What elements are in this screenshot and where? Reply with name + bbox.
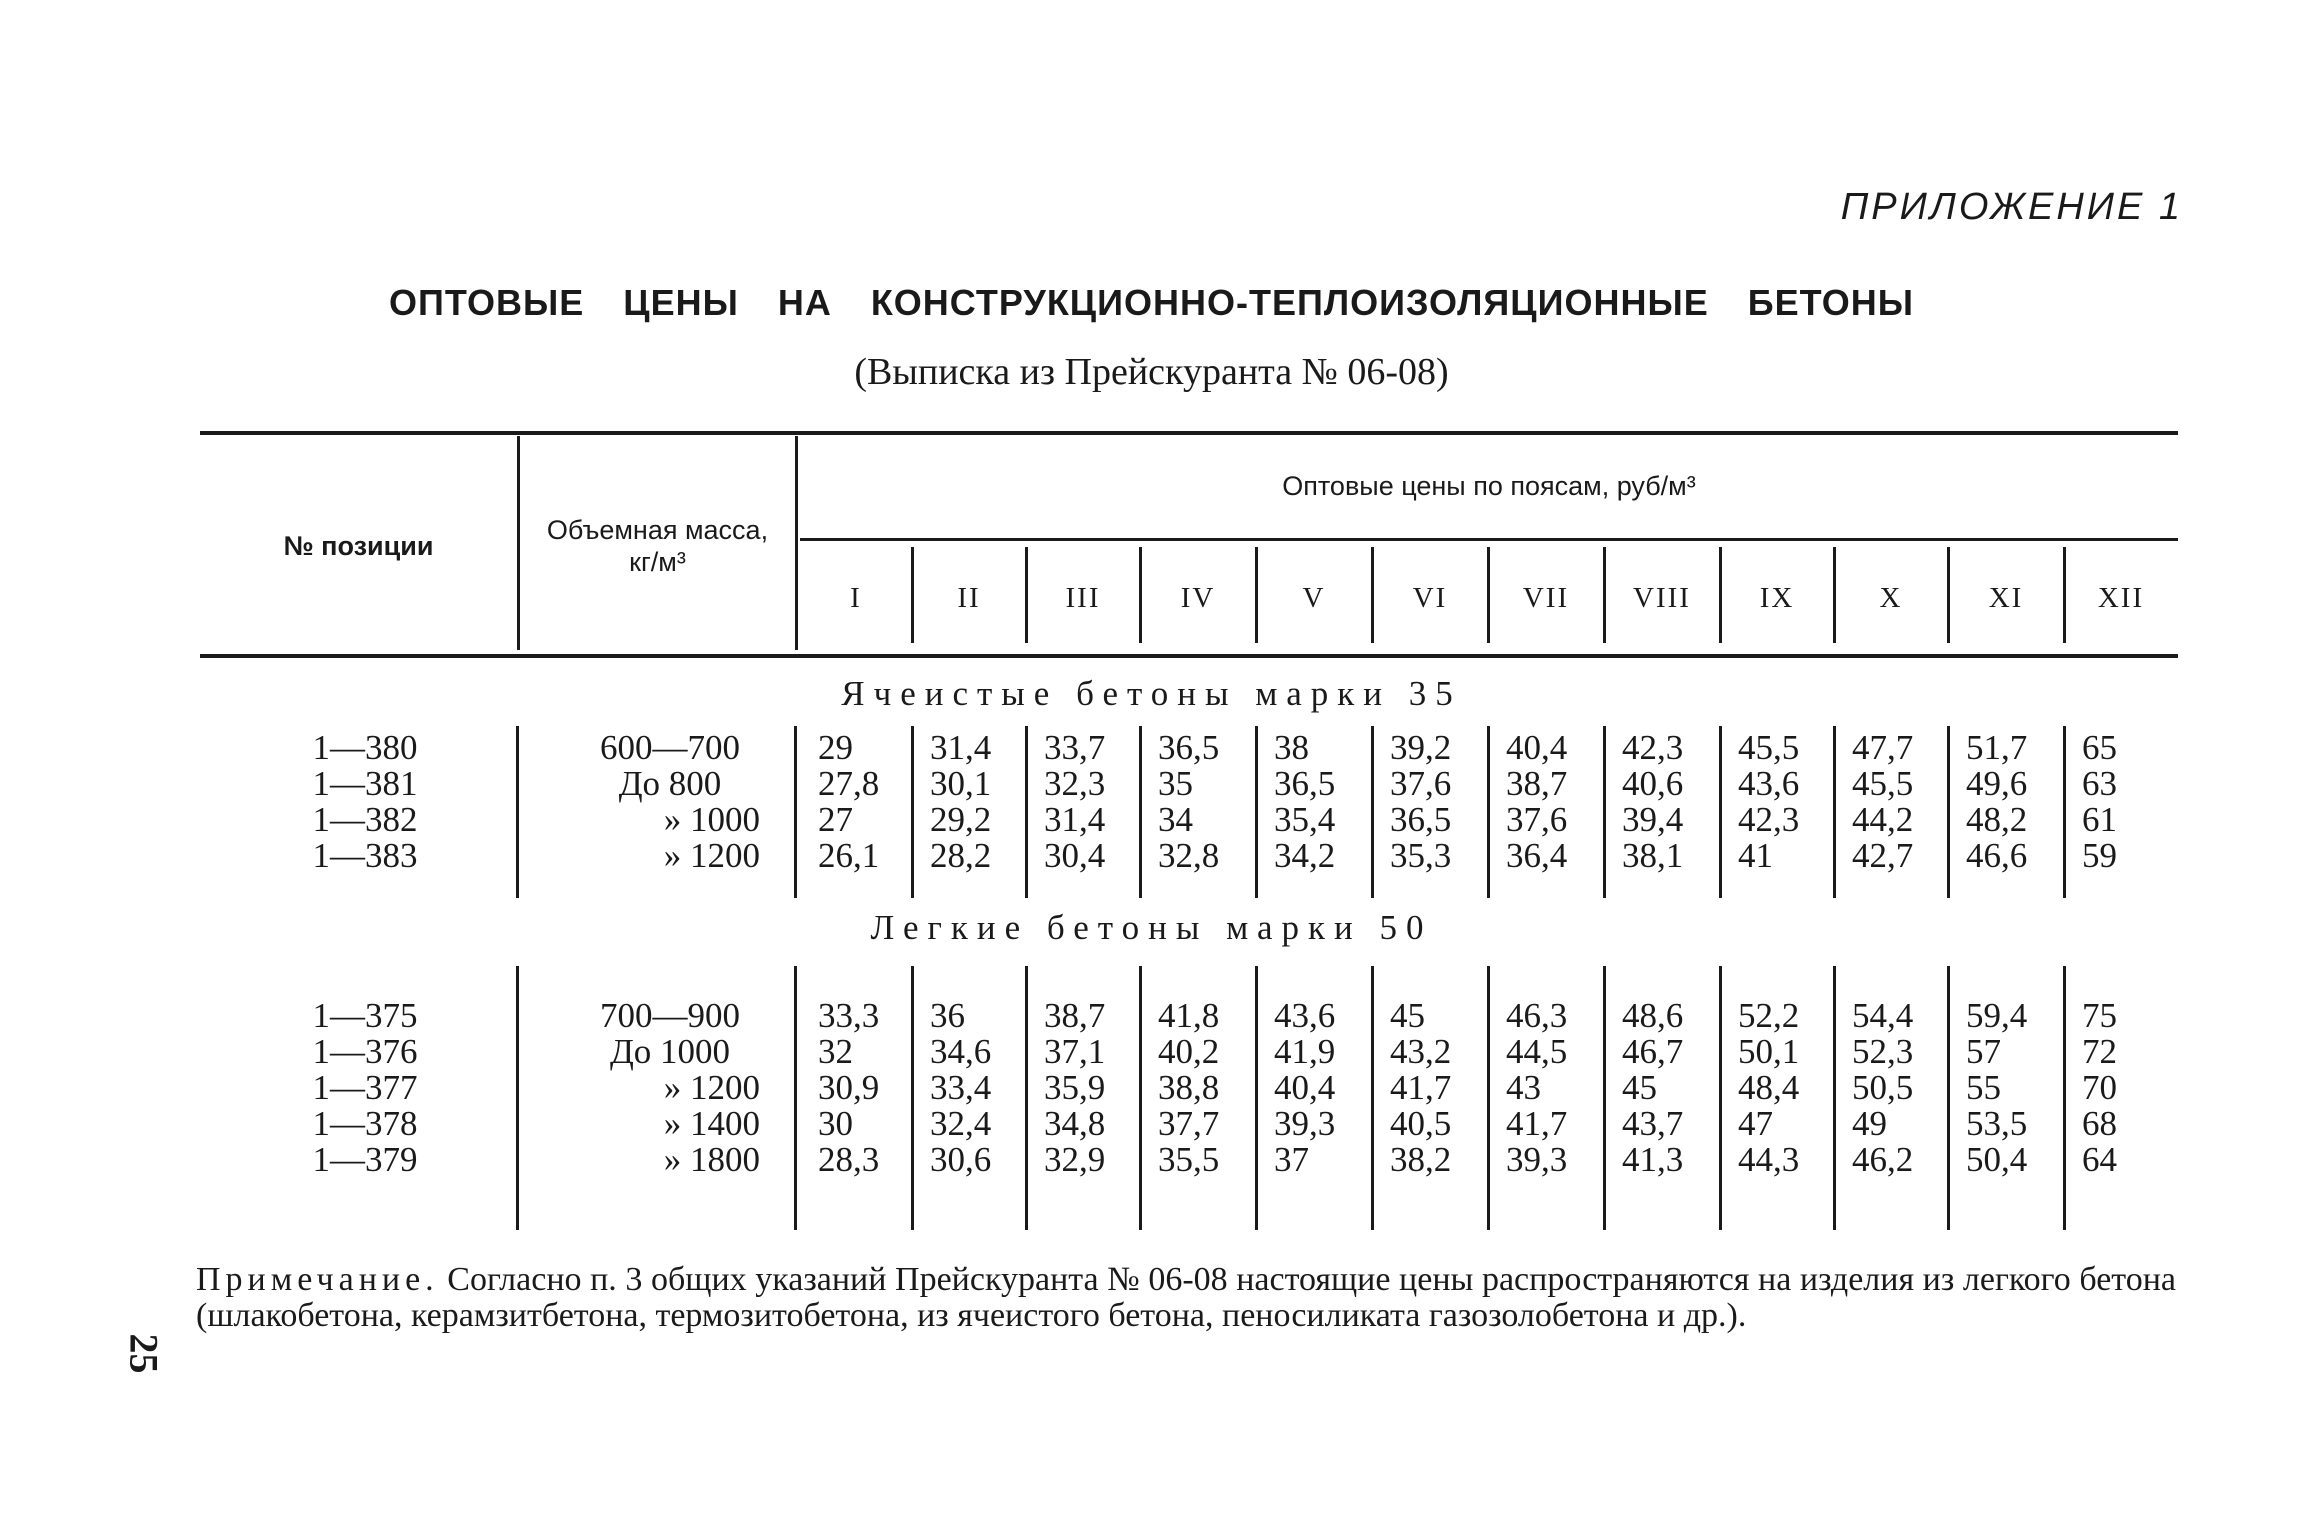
price-cell: 39,3 bbox=[1506, 1140, 1568, 1179]
row-position: 1—380 bbox=[312, 728, 418, 767]
row-position: 1—378 bbox=[312, 1104, 418, 1143]
price-cell: 35,4 bbox=[1274, 800, 1336, 839]
price-cell: 37,6 bbox=[1390, 764, 1452, 803]
zone-header-9: IX bbox=[1759, 582, 1795, 614]
column-divider bbox=[794, 966, 797, 1230]
column-divider bbox=[1947, 966, 1950, 1230]
price-cell: 30,6 bbox=[930, 1140, 992, 1179]
price-cell: 45 bbox=[1622, 1068, 1657, 1107]
price-cell: 46,2 bbox=[1852, 1140, 1914, 1179]
price-cell: 61 bbox=[2082, 800, 2117, 839]
price-cell: 36,4 bbox=[1506, 836, 1568, 875]
price-cell: 30,4 bbox=[1044, 836, 1106, 875]
price-cell: 44,5 bbox=[1506, 1032, 1568, 1071]
price-cell: 40,2 bbox=[1158, 1032, 1220, 1071]
row-density: » 1000 bbox=[663, 800, 760, 839]
column-divider bbox=[794, 726, 797, 898]
column-divider bbox=[516, 726, 519, 898]
price-cell: 34,6 bbox=[930, 1032, 992, 1071]
price-cell: 57 bbox=[1966, 1032, 2001, 1071]
price-cell: 36,5 bbox=[1274, 764, 1336, 803]
price-cell: 38,8 bbox=[1158, 1068, 1220, 1107]
row-density: » 1400 bbox=[663, 1104, 760, 1143]
row-position: 1—381 bbox=[312, 764, 418, 803]
price-cell: 47 bbox=[1738, 1104, 1773, 1143]
document-subtitle: (Выписка из Прейскуранта № 06-08) bbox=[854, 351, 1449, 393]
price-cell: 41,8 bbox=[1158, 996, 1220, 1035]
price-cell: 42,7 bbox=[1852, 836, 1914, 875]
price-cell: 47,7 bbox=[1852, 728, 1914, 767]
price-cell: 46,6 bbox=[1966, 836, 2028, 875]
price-cell: 44,3 bbox=[1738, 1140, 1800, 1179]
price-cell: 27 bbox=[818, 800, 853, 839]
header-bottom-rule bbox=[200, 654, 2178, 658]
price-cell: 29 bbox=[818, 728, 853, 767]
price-cell: 38,1 bbox=[1622, 836, 1684, 875]
price-cell: 32,4 bbox=[930, 1104, 992, 1143]
column-divider bbox=[1371, 966, 1374, 1230]
column-divider bbox=[516, 966, 519, 1230]
price-cell: 35,5 bbox=[1158, 1140, 1220, 1179]
price-cell: 35,9 bbox=[1044, 1068, 1106, 1107]
price-cell: 33,3 bbox=[818, 996, 880, 1035]
zone-header-12: XII bbox=[2097, 582, 2145, 614]
row-density: 700—900 bbox=[600, 996, 740, 1035]
row-position: 1—376 bbox=[312, 1032, 418, 1071]
price-cell: 48,2 bbox=[1966, 800, 2028, 839]
column-divider bbox=[1487, 726, 1490, 898]
price-cell: 36 bbox=[930, 996, 965, 1035]
zone-header-divider bbox=[1603, 547, 1606, 643]
row-density: » 1200 bbox=[663, 1068, 760, 1107]
price-cell: 63 bbox=[2082, 764, 2117, 803]
note-text: Согласно п. 3 общих указаний Прейскуранта № 06-08 настоящие цены распространяются на изделия из легкого бетона (шлакобетона, керамзитбетона, термозитобетона, из ячеистого бетона, пеносиликата газозолобетона и др.). bbox=[196, 1261, 2176, 1334]
price-cell: 31,4 bbox=[1044, 800, 1106, 839]
price-cell: 43,7 bbox=[1622, 1104, 1684, 1143]
column-divider bbox=[1833, 966, 1836, 1230]
price-cell: 37 bbox=[1274, 1140, 1309, 1179]
price-cell: 46,3 bbox=[1506, 996, 1568, 1035]
price-cell: 30,1 bbox=[930, 764, 992, 803]
zone-header-10: X bbox=[1879, 582, 1903, 614]
price-cell: 32,9 bbox=[1044, 1140, 1106, 1179]
column-divider bbox=[1947, 726, 1950, 898]
price-cell: 40,5 bbox=[1390, 1104, 1452, 1143]
price-cell: 65 bbox=[2082, 728, 2117, 767]
price-cell: 43,6 bbox=[1274, 996, 1336, 1035]
column-divider bbox=[911, 966, 914, 1230]
document-title: ОПТОВЫЕ ЦЕНЫ НА КОНСТРУКЦИОННО-ТЕПЛОИЗОЛЯЦИОННЫЕ БЕТОНЫ bbox=[389, 282, 1914, 323]
header-density-line1: Объемная масса, bbox=[546, 515, 769, 545]
zone-header-1: I bbox=[850, 582, 862, 614]
zone-header-rule bbox=[800, 538, 2178, 541]
zone-header-6: VI bbox=[1412, 582, 1448, 614]
price-cell: 39,3 bbox=[1274, 1104, 1336, 1143]
price-cell: 34,8 bbox=[1044, 1104, 1106, 1143]
price-cell: 31,4 bbox=[930, 728, 992, 767]
header-density-line2: кг/м³ bbox=[629, 547, 686, 577]
zone-header-divider bbox=[1947, 547, 1950, 643]
price-cell: 27,8 bbox=[818, 764, 880, 803]
column-divider bbox=[2063, 726, 2066, 898]
price-cell: 26,1 bbox=[818, 836, 880, 875]
column-divider bbox=[1025, 726, 1028, 898]
price-cell: 36,5 bbox=[1158, 728, 1220, 767]
price-cell: 36,5 bbox=[1390, 800, 1452, 839]
price-cell: 30,9 bbox=[818, 1068, 880, 1107]
price-cell: 41,9 bbox=[1274, 1032, 1336, 1071]
page-number: 25 bbox=[121, 1333, 167, 1374]
price-cell: 35 bbox=[1158, 764, 1193, 803]
price-cell: 35,3 bbox=[1390, 836, 1452, 875]
price-cell: 54,4 bbox=[1852, 996, 1914, 1035]
price-cell: 50,5 bbox=[1852, 1068, 1914, 1107]
note-label: Примечание. bbox=[196, 1261, 439, 1298]
header-divider bbox=[795, 436, 798, 650]
price-cell: 29,2 bbox=[930, 800, 992, 839]
column-divider bbox=[2063, 966, 2066, 1230]
price-cell: 42,3 bbox=[1622, 728, 1684, 767]
row-density: 600—700 bbox=[600, 728, 740, 767]
price-cell: 70 bbox=[2082, 1068, 2117, 1107]
price-cell: 49 bbox=[1852, 1104, 1887, 1143]
price-cell: 52,2 bbox=[1738, 996, 1800, 1035]
row-position: 1—383 bbox=[312, 836, 418, 875]
table-top-rule bbox=[200, 431, 2178, 435]
price-cell: 53,5 bbox=[1966, 1104, 2028, 1143]
row-density: » 1800 bbox=[663, 1140, 760, 1179]
column-divider bbox=[1255, 726, 1258, 898]
price-cell: 32 bbox=[818, 1032, 853, 1071]
row-position: 1—375 bbox=[312, 996, 418, 1035]
price-cell: 33,7 bbox=[1044, 728, 1106, 767]
column-divider bbox=[1025, 966, 1028, 1230]
price-cell: 59 bbox=[2082, 836, 2117, 875]
price-cell: 33,4 bbox=[930, 1068, 992, 1107]
price-cell: 41,7 bbox=[1390, 1068, 1452, 1107]
price-cell: 38,7 bbox=[1044, 996, 1106, 1035]
price-cell: 40,4 bbox=[1274, 1068, 1336, 1107]
header-prices: Оптовые цены по поясам, руб/м³ bbox=[1282, 471, 1696, 501]
price-cell: 50,4 bbox=[1966, 1140, 2028, 1179]
price-cell: 42,3 bbox=[1738, 800, 1800, 839]
zone-header-divider bbox=[2063, 547, 2066, 643]
zone-header-7: VII bbox=[1522, 582, 1570, 614]
column-divider bbox=[1139, 966, 1142, 1230]
price-cell: 72 bbox=[2082, 1032, 2117, 1071]
price-cell: 32,3 bbox=[1044, 764, 1106, 803]
zone-header-2: II bbox=[957, 582, 981, 614]
zone-header-8: VIII bbox=[1633, 582, 1691, 614]
price-cell: 30 bbox=[818, 1104, 853, 1143]
price-cell: 45,5 bbox=[1738, 728, 1800, 767]
zone-header-3: III bbox=[1065, 582, 1101, 614]
price-cell: 41 bbox=[1738, 836, 1773, 875]
price-cell: 41,3 bbox=[1622, 1140, 1684, 1179]
row-density: До 1000 bbox=[609, 1032, 731, 1071]
row-position: 1—382 bbox=[312, 800, 418, 839]
price-cell: 49,6 bbox=[1966, 764, 2028, 803]
price-cell: 38 bbox=[1274, 728, 1309, 767]
zone-header-divider bbox=[911, 547, 914, 643]
price-cell: 68 bbox=[2082, 1104, 2117, 1143]
price-cell: 51,7 bbox=[1966, 728, 2028, 767]
price-cell: 44,2 bbox=[1852, 800, 1914, 839]
price-cell: 45,5 bbox=[1852, 764, 1914, 803]
price-cell: 48,4 bbox=[1738, 1068, 1800, 1107]
column-divider bbox=[1603, 966, 1606, 1230]
column-divider bbox=[1833, 726, 1836, 898]
zone-header-divider bbox=[1255, 547, 1258, 643]
zone-header-11: XI bbox=[1988, 582, 2024, 614]
price-cell: 34 bbox=[1158, 800, 1193, 839]
column-divider bbox=[1371, 726, 1374, 898]
section-title: Ячеистые бетоны марки 35 bbox=[841, 674, 1462, 713]
zone-header-divider bbox=[1371, 547, 1374, 643]
price-cell: 37,1 bbox=[1044, 1032, 1106, 1071]
column-divider bbox=[1487, 966, 1490, 1230]
price-cell: 40,6 bbox=[1622, 764, 1684, 803]
row-density: » 1200 bbox=[663, 836, 760, 875]
price-cell: 46,7 bbox=[1622, 1032, 1684, 1071]
price-cell: 52,3 bbox=[1852, 1032, 1914, 1071]
column-divider bbox=[911, 726, 914, 898]
price-cell: 59,4 bbox=[1966, 996, 2028, 1035]
price-cell: 45 bbox=[1390, 996, 1425, 1035]
zone-header-5: V bbox=[1302, 582, 1326, 614]
appendix-label: ПРИЛОЖЕНИЕ 1 bbox=[1840, 186, 2183, 228]
section-title: Легкие бетоны марки 50 bbox=[870, 908, 1433, 947]
price-cell: 39,2 bbox=[1390, 728, 1452, 767]
price-cell: 28,2 bbox=[930, 836, 992, 875]
price-cell: 75 bbox=[2082, 996, 2117, 1035]
column-divider bbox=[1255, 966, 1258, 1230]
row-position: 1—377 bbox=[312, 1068, 418, 1107]
price-cell: 34,2 bbox=[1274, 836, 1336, 875]
zone-header-divider bbox=[1025, 547, 1028, 643]
price-cell: 32,8 bbox=[1158, 836, 1220, 875]
price-cell: 50,1 bbox=[1738, 1032, 1800, 1071]
column-divider bbox=[1139, 726, 1142, 898]
price-cell: 43 bbox=[1506, 1068, 1541, 1107]
zone-header-divider bbox=[1719, 547, 1722, 643]
price-cell: 40,4 bbox=[1506, 728, 1568, 767]
footnote bbox=[196, 1262, 2176, 1334]
zone-header-divider bbox=[1833, 547, 1836, 643]
price-cell: 38,7 bbox=[1506, 764, 1568, 803]
price-cell: 28,3 bbox=[818, 1140, 880, 1179]
price-cell: 41,7 bbox=[1506, 1104, 1568, 1143]
price-cell: 43,6 bbox=[1738, 764, 1800, 803]
row-density: До 800 bbox=[618, 764, 722, 803]
zone-header-divider bbox=[1487, 547, 1490, 643]
zone-header-divider bbox=[1139, 547, 1142, 643]
price-cell: 37,6 bbox=[1506, 800, 1568, 839]
column-divider bbox=[1719, 726, 1722, 898]
price-cell: 38,2 bbox=[1390, 1140, 1452, 1179]
price-cell: 48,6 bbox=[1622, 996, 1684, 1035]
header-position: № позиции bbox=[283, 531, 434, 561]
price-cell: 64 bbox=[2082, 1140, 2117, 1179]
price-cell: 37,7 bbox=[1158, 1104, 1220, 1143]
column-divider bbox=[1719, 966, 1722, 1230]
row-position: 1—379 bbox=[312, 1140, 418, 1179]
price-cell: 55 bbox=[1966, 1068, 2001, 1107]
price-cell: 39,4 bbox=[1622, 800, 1684, 839]
column-divider bbox=[1603, 726, 1606, 898]
price-cell: 43,2 bbox=[1390, 1032, 1452, 1071]
zone-header-4: IV bbox=[1180, 582, 1216, 614]
